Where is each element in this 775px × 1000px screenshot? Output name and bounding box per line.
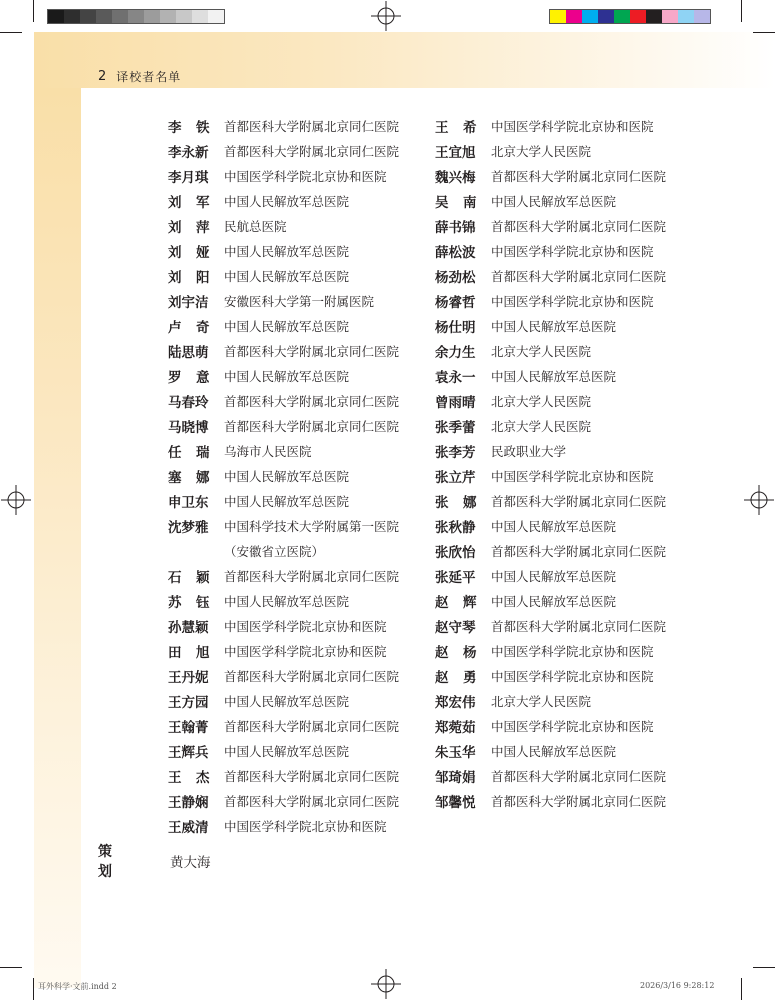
translator-entry [435,413,666,438]
translator-name: 曾雨晴 [435,394,476,411]
translator-entry [168,113,399,138]
translator-entry [168,238,399,263]
translator-affiliation: 首都医科大学附属北京同仁医院 [224,118,400,134]
translator-affiliation: 中国人民解放军总医院 [491,368,617,384]
translator-name: 苏钰 [168,594,224,611]
translator-entry [435,538,666,563]
translator-name: 杨睿哲 [435,294,476,311]
translator-entry [168,513,399,538]
translator-entry [168,263,399,288]
color-swatch [662,10,678,23]
translator-affiliation: 北京大学人民医院 [491,343,592,359]
translator-entry [435,763,666,788]
translator-name: 刘阳 [168,269,224,286]
translator-affiliation: 中国医学科学院北京协和医院 [224,818,387,834]
translator-name: 张娜 [435,494,491,511]
translator-affiliation: 北京大学人民医院 [491,143,592,159]
translator-entry [435,463,666,488]
gray-swatch [64,10,80,23]
translator-affiliation: 首都医科大学附属北京同仁医院 [491,793,667,809]
translator-name: 王辉兵 [168,744,209,761]
translator-entry [435,563,666,588]
translator-affiliation: 中国医学科学院北京协和医院 [224,618,387,634]
color-swatch [582,10,598,23]
translator-name: 刘军 [168,194,224,211]
gray-swatch [176,10,192,23]
page-number: 2 [98,68,107,84]
translator-entry [435,588,666,613]
translator-name: 王杰 [168,769,224,786]
translator-name: 刘娅 [168,244,224,261]
translator-entry [435,688,666,713]
slug-file-name: 耳外科学·文前.indd 2 [38,982,117,991]
translator-name: 王宜旭 [435,144,476,161]
translator-name: 王希 [435,119,491,136]
color-swatch [678,10,694,23]
planner-line [98,843,211,880]
crop-mark-bottom-left-horizontal [0,967,22,968]
translator-entry [168,638,399,663]
translator-entry [435,138,666,163]
translator-affiliation: 首都医科大学附属北京同仁医院 [491,618,667,634]
translator-name: 魏兴梅 [435,169,476,186]
translator-entry [435,213,666,238]
translator-entry [435,338,666,363]
translator-entry [168,338,399,363]
registration-mark-bottom [371,969,401,999]
translator-entry [168,138,399,163]
translator-name: 余力生 [435,344,476,361]
gray-swatch [192,10,208,23]
translator-entry [435,238,666,263]
translator-name: 陆思萌 [168,344,209,361]
translator-affiliation: 乌海市人民医院 [224,443,312,459]
translator-affiliation: 首都医科大学附属北京同仁医院 [491,543,667,559]
translator-name: 刘宇洁 [168,294,209,311]
translator-affiliation: 中国人民解放军总医院 [224,743,350,759]
color-swatch [694,10,710,23]
translator-entry [168,163,399,188]
translator-affiliation: 北京大学人民医院 [491,693,592,709]
translator-name: 石颖 [168,569,224,586]
translator-affiliation: 中国人民解放军总医院 [224,693,350,709]
translator-entry [435,713,666,738]
translator-affiliation: 首都医科大学附属北京同仁医院 [224,143,400,159]
translator-affiliation: 北京大学人民医院 [491,393,592,409]
translator-name: 田旭 [168,644,224,661]
translator-name: 李永新 [168,144,209,161]
planner-name: 黄大海 [170,854,211,871]
color-swatch [614,10,630,23]
translator-entry [168,413,399,438]
translator-name: 王丹妮 [168,669,209,686]
translator-affiliation: 中国人民解放军总医院 [491,193,617,209]
translator-name: 赵杨 [435,644,491,661]
translator-name: 郑宏伟 [435,694,476,711]
gray-swatch [144,10,160,23]
translator-name: 张秋静 [435,519,476,536]
translator-affiliation: 首都医科大学附属北京同仁医院 [224,568,400,584]
registration-mark-top [371,1,401,31]
translator-affiliation: 中国医学科学院北京协和医院 [491,243,654,259]
running-header [98,66,181,86]
translator-name: 杨劲松 [435,269,476,286]
crop-mark-bottom-right-horizontal [753,967,775,968]
crop-mark-top-right-vertical [741,0,742,22]
translator-entry [168,313,399,338]
translator-affiliation: 中国医学科学院北京协和医院 [491,718,654,734]
translator-entry [168,663,399,688]
translator-entry [435,513,666,538]
translator-name: 赵辉 [435,594,491,611]
crop-mark-top-left-vertical [33,0,34,22]
translator-name: 邹琦娟 [435,769,476,786]
translator-name: 王静娴 [168,794,209,811]
translator-entry [168,388,399,413]
translator-affiliation: 中国医学科学院北京协和医院 [224,168,387,184]
gray-swatch [128,10,144,23]
translator-affiliation: 首都医科大学附属北京同仁医院 [224,793,400,809]
translator-name: 郑菀茹 [435,719,476,736]
translator-affiliation: 中国医学科学院北京协和医院 [491,668,654,684]
translator-name: 张季蕾 [435,419,476,436]
translator-entry [435,738,666,763]
translator-entry [435,788,666,813]
translator-name: 孙慧颖 [168,619,209,636]
translator-entry [435,388,666,413]
translator-affiliation: 首都医科大学附属北京同仁医院 [224,768,400,784]
translator-affiliation: 首都医科大学附属北京同仁医院 [224,718,400,734]
translator-name: 刘萍 [168,219,224,236]
translator-affiliation: 中国医学科学院北京协和医院 [491,293,654,309]
translator-affiliation: 民航总医院 [224,218,287,234]
translator-entry [435,363,666,388]
planner-label: 策划 [98,843,142,880]
translator-affiliation: 首都医科大学附属北京同仁医院 [491,768,667,784]
translator-affiliation: 中国人民解放军总医院 [491,518,617,534]
translator-name: 袁永一 [435,369,476,386]
translator-name: 吴南 [435,194,491,211]
translator-list-right [435,113,666,813]
translator-affiliation: 中国人民解放军总医院 [224,268,350,284]
translator-name: 马春玲 [168,394,209,411]
translator-name: 杨仕明 [435,319,476,336]
translator-name: 罗意 [168,369,224,386]
translator-entry [168,188,399,213]
translator-affiliation: 中国人民解放军总医院 [224,318,350,334]
translator-affiliation: 中国医学科学院北京协和医院 [491,468,654,484]
grayscale-color-bar [47,9,225,24]
translator-name: 邹馨悦 [435,794,476,811]
translator-affiliation: 首都医科大学附属北京同仁医院 [491,268,667,284]
translator-affiliation: 中国人民解放军总医院 [491,568,617,584]
translator-name: 张立芹 [435,469,476,486]
gray-swatch [80,10,96,23]
gray-swatch [112,10,128,23]
translator-entry [435,613,666,638]
color-swatch [598,10,614,23]
translator-name: 塞娜 [168,469,224,486]
gray-swatch [160,10,176,23]
header-title: 译校者名单 [116,69,182,84]
translator-entry [435,113,666,138]
translator-entry [168,563,399,588]
translator-entry [168,288,399,313]
gray-swatch [48,10,64,23]
crop-mark-top-right-horizontal [753,32,775,33]
translator-affiliation: 中国人民解放军总医院 [224,468,350,484]
translator-name: 王方园 [168,694,209,711]
translator-affiliation: 中国医学科学院北京协和医院 [491,643,654,659]
translator-affiliation: 安徽医科大学第一附属医院 [224,293,375,309]
translator-affiliation: 北京大学人民医院 [491,418,592,434]
gray-swatch [208,10,224,23]
translator-name: 张欣怡 [435,544,476,561]
registration-mark-left [1,485,31,515]
translator-entry [168,613,399,638]
translator-affiliation: 中国人民解放军总医院 [491,593,617,609]
translator-affiliation: 首都医科大学附属北京同仁医院 [224,418,400,434]
translator-name: 申卫东 [168,494,209,511]
translator-entry [168,488,399,513]
slug-datetime: 2026/3/16 9:28:12 [640,981,715,990]
process-color-bar [549,9,711,24]
translator-entry [168,538,399,563]
translator-name: 张延平 [435,569,476,586]
translator-name: 赵守琴 [435,619,476,636]
translator-entry [168,588,399,613]
translator-affiliation: 中国人民解放军总医院 [224,493,350,509]
translator-affiliation: 首都医科大学附属北京同仁医院 [224,393,400,409]
translator-name: 马晓博 [168,419,209,436]
translator-affiliation: 中国医学科学院北京协和医院 [224,643,387,659]
translator-entry [435,488,666,513]
translator-entry [168,738,399,763]
translator-entry [168,438,399,463]
translator-affiliation: 中国人民解放军总医院 [491,318,617,334]
translator-affiliation: 中国人民解放军总医院 [224,243,350,259]
color-swatch [566,10,582,23]
translator-entry [435,638,666,663]
color-swatch [630,10,646,23]
color-swatch [550,10,566,23]
translator-entry [168,688,399,713]
translator-entry [168,463,399,488]
translator-affiliation: 民政职业大学 [491,443,567,459]
translator-entry [435,263,666,288]
translator-entry [435,288,666,313]
translator-affiliation: 中国人民解放军总医院 [224,193,350,209]
color-swatch [646,10,662,23]
translator-entry [435,313,666,338]
translator-affiliation: 中国科学技术大学附属第一医院 [224,518,400,534]
translator-entry [168,363,399,388]
translator-name: 王威清 [168,819,209,836]
translator-affiliation: 中国人民解放军总医院 [224,368,350,384]
crop-mark-top-left-horizontal [0,32,22,33]
translator-entry [168,813,399,838]
translator-name: 薛书锦 [435,219,476,236]
translator-entry [168,763,399,788]
translator-name: 薛松波 [435,244,476,261]
translator-name: 王翰菁 [168,719,209,736]
crop-mark-bottom-left-vertical [33,978,34,1000]
translator-entry [168,713,399,738]
translator-list-left [168,113,399,838]
translator-name: 卢奇 [168,319,224,336]
translator-affiliation: 首都医科大学附属北京同仁医院 [224,343,400,359]
translator-entry [435,438,666,463]
translator-affiliation: 中国医学科学院北京协和医院 [491,118,654,134]
translator-entry [435,163,666,188]
translator-name: 张李芳 [435,444,476,461]
translator-affiliation: 首都医科大学附属北京同仁医院 [491,493,667,509]
translator-affiliation-continued: （安徽省立医院） [224,543,325,559]
translator-name: 赵勇 [435,669,491,686]
translator-name: 李铁 [168,119,224,136]
translator-affiliation: 中国人民解放军总医院 [224,593,350,609]
left-margin-color-band [34,88,81,988]
translator-name: 李月琪 [168,169,209,186]
translator-entry [435,188,666,213]
gray-swatch [96,10,112,23]
registration-mark-right [744,485,774,515]
translator-affiliation: 首都医科大学附属北京同仁医院 [224,668,400,684]
translator-name: 朱玉华 [435,744,476,761]
translator-entry [168,788,399,813]
translator-entry [435,663,666,688]
translator-name: 沈梦雅 [168,519,209,536]
translator-name: 任瑞 [168,444,224,461]
translator-entry [168,213,399,238]
translator-affiliation: 首都医科大学附属北京同仁医院 [491,168,667,184]
translator-affiliation: 中国人民解放军总医院 [491,743,617,759]
crop-mark-bottom-right-vertical [741,978,742,1000]
translator-affiliation: 首都医科大学附属北京同仁医院 [491,218,667,234]
